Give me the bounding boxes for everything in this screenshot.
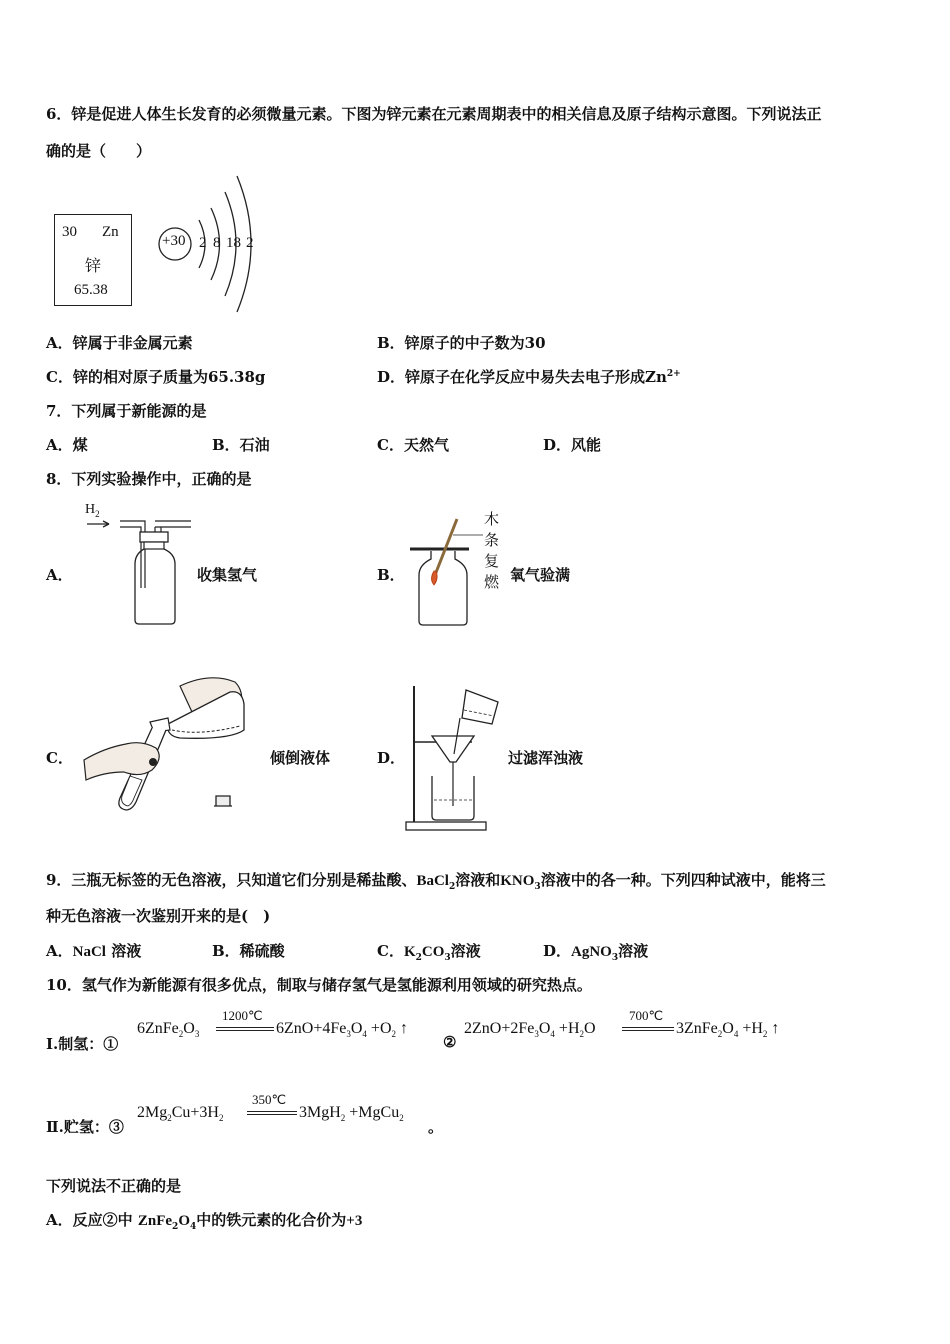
gas-collection-bottle-figure — [85, 502, 195, 627]
q7-option-c[interactable]: C．天然气 — [377, 436, 449, 454]
reaction-3-reactants: $2Mg_2Cu+3H_2$ — [137, 1104, 224, 1124]
storage-label: Ⅱ.贮氢：③ — [46, 1118, 124, 1136]
production-label: Ⅰ.制氢：① — [46, 1035, 119, 1053]
filtration-figure — [402, 680, 507, 832]
q6-option-c[interactable]: C．锌的相对原子质量为65.38g — [46, 368, 266, 386]
atomic-mass: 65.38 — [74, 282, 108, 298]
q8-option-c[interactable]: C． — [46, 749, 73, 767]
reaction-2-condition: 700℃ — [629, 1008, 664, 1023]
q6-option-a[interactable]: A．锌属于非金属元素 — [46, 334, 193, 352]
reaction-1-equals — [216, 1027, 274, 1031]
reaction-1-products: $6ZnO+4Fe_3O_4 +O_2$ ↑ — [276, 1020, 408, 1040]
q7-option-a[interactable]: A．煤 — [46, 436, 88, 454]
q8-d-label: 过滤浑浊液 — [508, 749, 584, 767]
nucleus-charge: +30 — [162, 233, 186, 249]
q7-option-d[interactable]: D．风能 — [543, 436, 602, 454]
element-symbol: Zn — [102, 224, 119, 240]
q8-b-label: 氧气验满 — [510, 566, 571, 584]
reaction-2-reactants: $2ZnO+2Fe_3O_4 +H_2O$ — [464, 1020, 596, 1040]
shell-electrons-1: 2 — [199, 235, 207, 251]
shell-electrons-4: 2 — [246, 235, 254, 251]
q6-option-d[interactable] — [377, 366, 681, 387]
q10-option-a[interactable]: A．反应②中 $ZnFe_2O_4$中的铁元素的化合价为+3 — [46, 1211, 363, 1232]
reaction-2-label: ② — [443, 1033, 457, 1051]
q7-stem: 7．下列属于新能源的是 — [46, 402, 207, 420]
reaction-3-end: 。 — [428, 1118, 444, 1136]
q10-stem: 10．氢气作为新能源有很多优点，制取与储存氢气是氢能源利用领域的研究热点。 — [46, 976, 592, 994]
zinc-element-cell — [54, 214, 132, 306]
shell-electrons-3: 18 — [226, 235, 241, 251]
h2-label: $H_2$ — [85, 502, 100, 519]
q9-option-b[interactable]: B．稀硫酸 — [212, 942, 285, 960]
q8-a-label: 收集氢气 — [197, 566, 258, 584]
q9-stem-line1: 9．三瓶无标签的无色溶液，只知道它们分别是稀盐酸、BaCl$_2$溶液和$KNO_3$溶液中的各一种。下列四种试液中，能将三 — [46, 871, 826, 892]
q6-stem-line2: 确的是（ ） — [46, 142, 152, 160]
q9-option-c[interactable]: C．$K_2CO_3$溶液 — [377, 942, 481, 963]
reaction-3-products: 3MgH$_2$ +MgCu$_2$ — [299, 1104, 404, 1124]
q8-c-label: 倾倒液体 — [270, 749, 331, 767]
reaction-3-equals — [247, 1111, 297, 1115]
q8-stem: 8．下列实验操作中，正确的是 — [46, 470, 252, 488]
q9-stem-line2: 种无色溶液一次鉴别开来的是( ) — [46, 907, 271, 925]
reaction-1-condition: 1200℃ — [222, 1008, 263, 1023]
reaction-2-products: $3ZnFe_2O_4 +H_2$ ↑ — [676, 1020, 780, 1040]
element-name: 锌 — [85, 256, 102, 275]
q7-option-b[interactable]: B．石油 — [212, 436, 270, 454]
atom-structure-diagram — [155, 170, 265, 320]
b-vertical-label: 木 条 复 燃 — [484, 510, 500, 591]
q6-option-d-charge: 2+ — [666, 369, 681, 379]
q6-option-d-text: D．锌原子在化学反应中易失去电子形成Zn — [377, 368, 667, 386]
q9-option-d[interactable]: D．AgNO$_3$溶液 — [543, 942, 649, 963]
q8-option-b[interactable]: B． — [377, 566, 405, 584]
q10-sub-stem: 下列说法不正确的是 — [46, 1177, 182, 1195]
q6-option-b[interactable]: B．锌原子的中子数为30 — [377, 334, 546, 352]
q8-option-d[interactable]: D． — [377, 749, 406, 767]
reaction-2-equals — [622, 1027, 674, 1031]
reaction-1-reactant: $6ZnFe_2O_3$ — [137, 1020, 200, 1040]
q6-stem-line1: 6．锌是促进人体生长发育的必须微量元素。下图为锌元素在元素周期表中的相关信息及原子结构示意图。下列说法正 — [46, 105, 822, 123]
q9-option-a[interactable]: A．NaCl 溶液 — [46, 942, 142, 960]
atomic-number: 30 — [62, 224, 77, 240]
shell-electrons-2: 8 — [213, 235, 221, 251]
reaction-3-condition: 350℃ — [252, 1092, 287, 1107]
q8-option-a[interactable]: A． — [46, 566, 73, 584]
pouring-liquid-figure — [80, 668, 255, 818]
